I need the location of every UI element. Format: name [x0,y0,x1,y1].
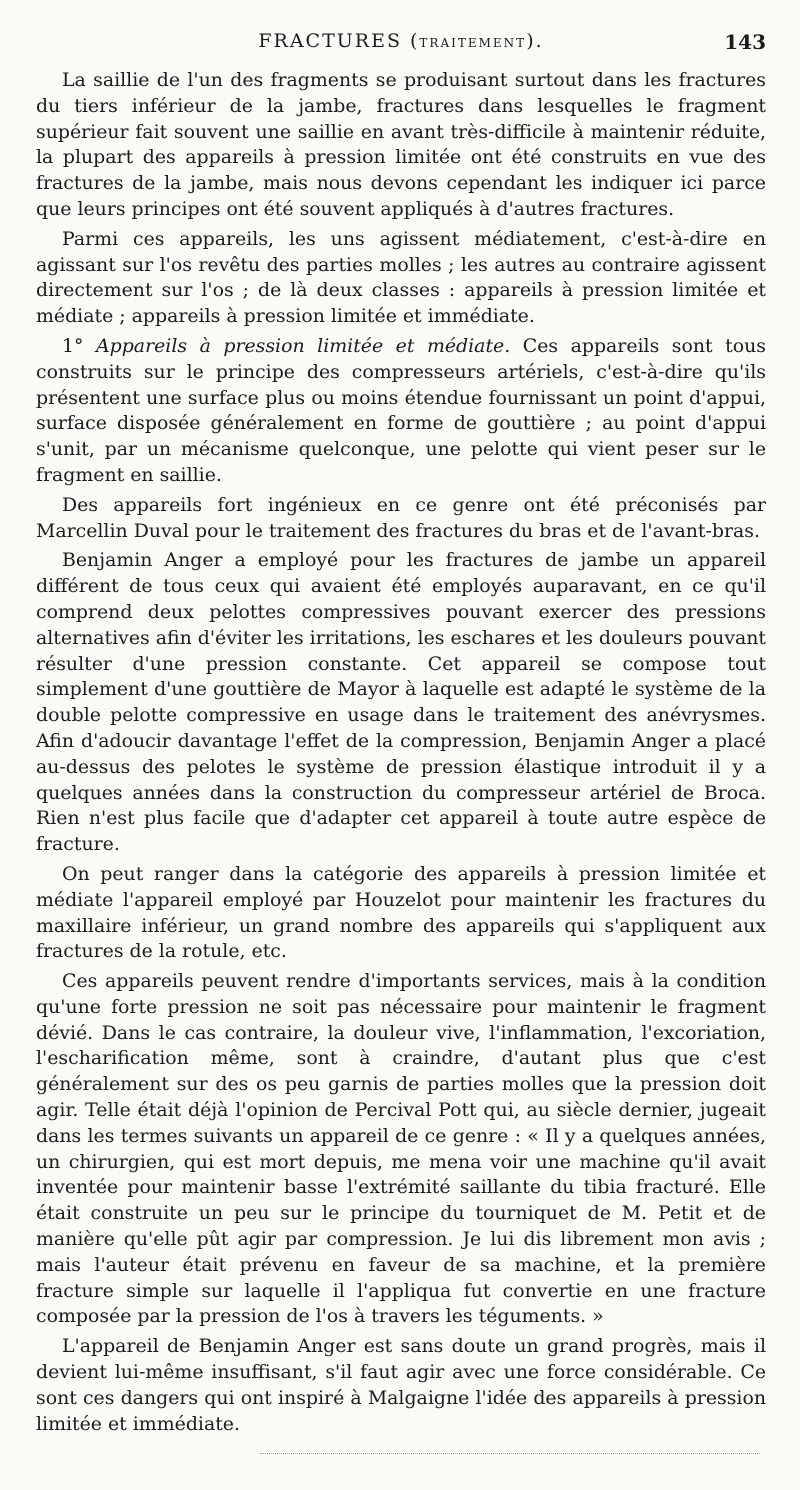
paragraph: Ces appareils peuvent rendre d'importants services, mais à la condition qu'une forte pression ne soit pas nécessaire pour maintenir le fragment dévié. Dans le cas contraire, la douleur vive, l'inflammation, l'excoriation, l'escharification même, sont à craindre, d'autant plus que c'est généralement sur des os peu garnis de parties molles que la pression doit agir. Telle était déjà l'opinion de Percival Pott qui, au siècle dernier, jugeait dans les termes suivants un appareil de ce genre : « Il y a quelques années, un chirurgien, qui est mort depuis, me mena voir une machine qu'il avait inventée pour maintenir basse l'extrémité saillante du tibia fracturé. Elle était construite un peu sur le principe du tourniquet de M. Petit et de manière qu'elle pût agir par compression. Je lui dis librement mon avis ; mais l'auteur était prévenu en faveur de sa machine, et la première fracture simple sur laquelle il l'appliqua fut convertie en une fracture composée par la pression de l'os à travers les téguments. » [36,970,766,1328]
footer-dotted-rule [260,1453,760,1454]
running-header [36,30,766,60]
paragraph [36,334,766,489]
paragraph: La saillie de l'un des fragments se produisant surtout dans les fractures du tiers inférieur de la jambe, fractures dans lesquelles le fragment supérieur fait souvent une saillie en avant très-difficile à maintenir réduite, la plupart des appareils à pression limitée ont été construits en vue des fractures de la jambe, mais nous devons cependant les indiquer ici parce que leurs principes ont été souvent appliqués à d'autres fractures. [36,69,766,220]
paragraph: Des appareils fort ingénieux en ce genre ont été préconisés par Marcellin Duval pour le traitement des fractures du bras et de l'avant-bras. [36,493,766,542]
running-title-close: ). [526,30,544,52]
running-title-subtitle: TRAITEMENT [419,36,527,50]
section-number: 1° [62,334,96,357]
paragraph: Benjamin Anger a employé pour les fractures de jambe un appareil différent de tous ceux qui avaient été employés auparavant, en ce qu'il comprend deux pelottes compressives pouvant exercer des pressions alternatives afin d'éviter les irritations, les eschares et les douleurs pouvant résulter d'une pression constante. Cet appareil se compose tout simplement d'une gouttière de Mayor à laquelle est adapté le système de la double pelotte compressive en usage dans le traitement des anévrysmes. Afin d'adoucir davantage l'effet de la compression, Benjamin Anger a placé au-dessus des pelotes le système de pression élastique introduit il y a quelques années dans la construction du compresseur artériel de Broca. Rien n'est plus facile que d'adapter cet appareil à toute autre espèce de fracture. [36,549,767,856]
page-number: 143 [724,30,766,54]
paragraph: L'appareil de Benjamin Anger est sans doute un grand progrès, mais il devient lui-même insuffisant, s'il faut agir avec une force considérable. Ce sont ces dangers qui ont inspiré à Malgaigne l'idée des appareils à pression limitée et immédiate. [36,1335,766,1435]
paragraph: Parmi ces appareils, les uns agissent médiatement, c'est-à-dire en agissant sur l'os revêtu des parties molles ; les autres au contraire agissent directement sur l'os ; de là deux classes : appareils à pression limitée et médiate ; appareils à pression limitée et immédiate. [36,227,766,328]
running-title [36,30,766,52]
paragraph-text: Ces appareils sont tous construits sur le principe des compresseurs artériels, c'est-à-dire qu'ils présentent une surface plus ou moins étendue fournissant un point d'appui, surface disposée généralement en forme de gouttière ; au point d'appui s'unit, par un mécanisme quelconque, une pelotte qui vient peser sur le fragment en saillie. [36,334,766,486]
running-title-main: FRACTURES ( [258,30,420,52]
body-text [36,68,766,1441]
section-heading: Appareils à pression limitée et médiate. [95,334,511,357]
paragraph: On peut ranger dans la catégorie des appareils à pression limitée et médiate l'appareil employé par Houzelot pour maintenir les fractures du maxillaire inférieur, un grand nombre des appareils qui s'appliquent aux fractures de la rotule, etc. [36,862,766,963]
